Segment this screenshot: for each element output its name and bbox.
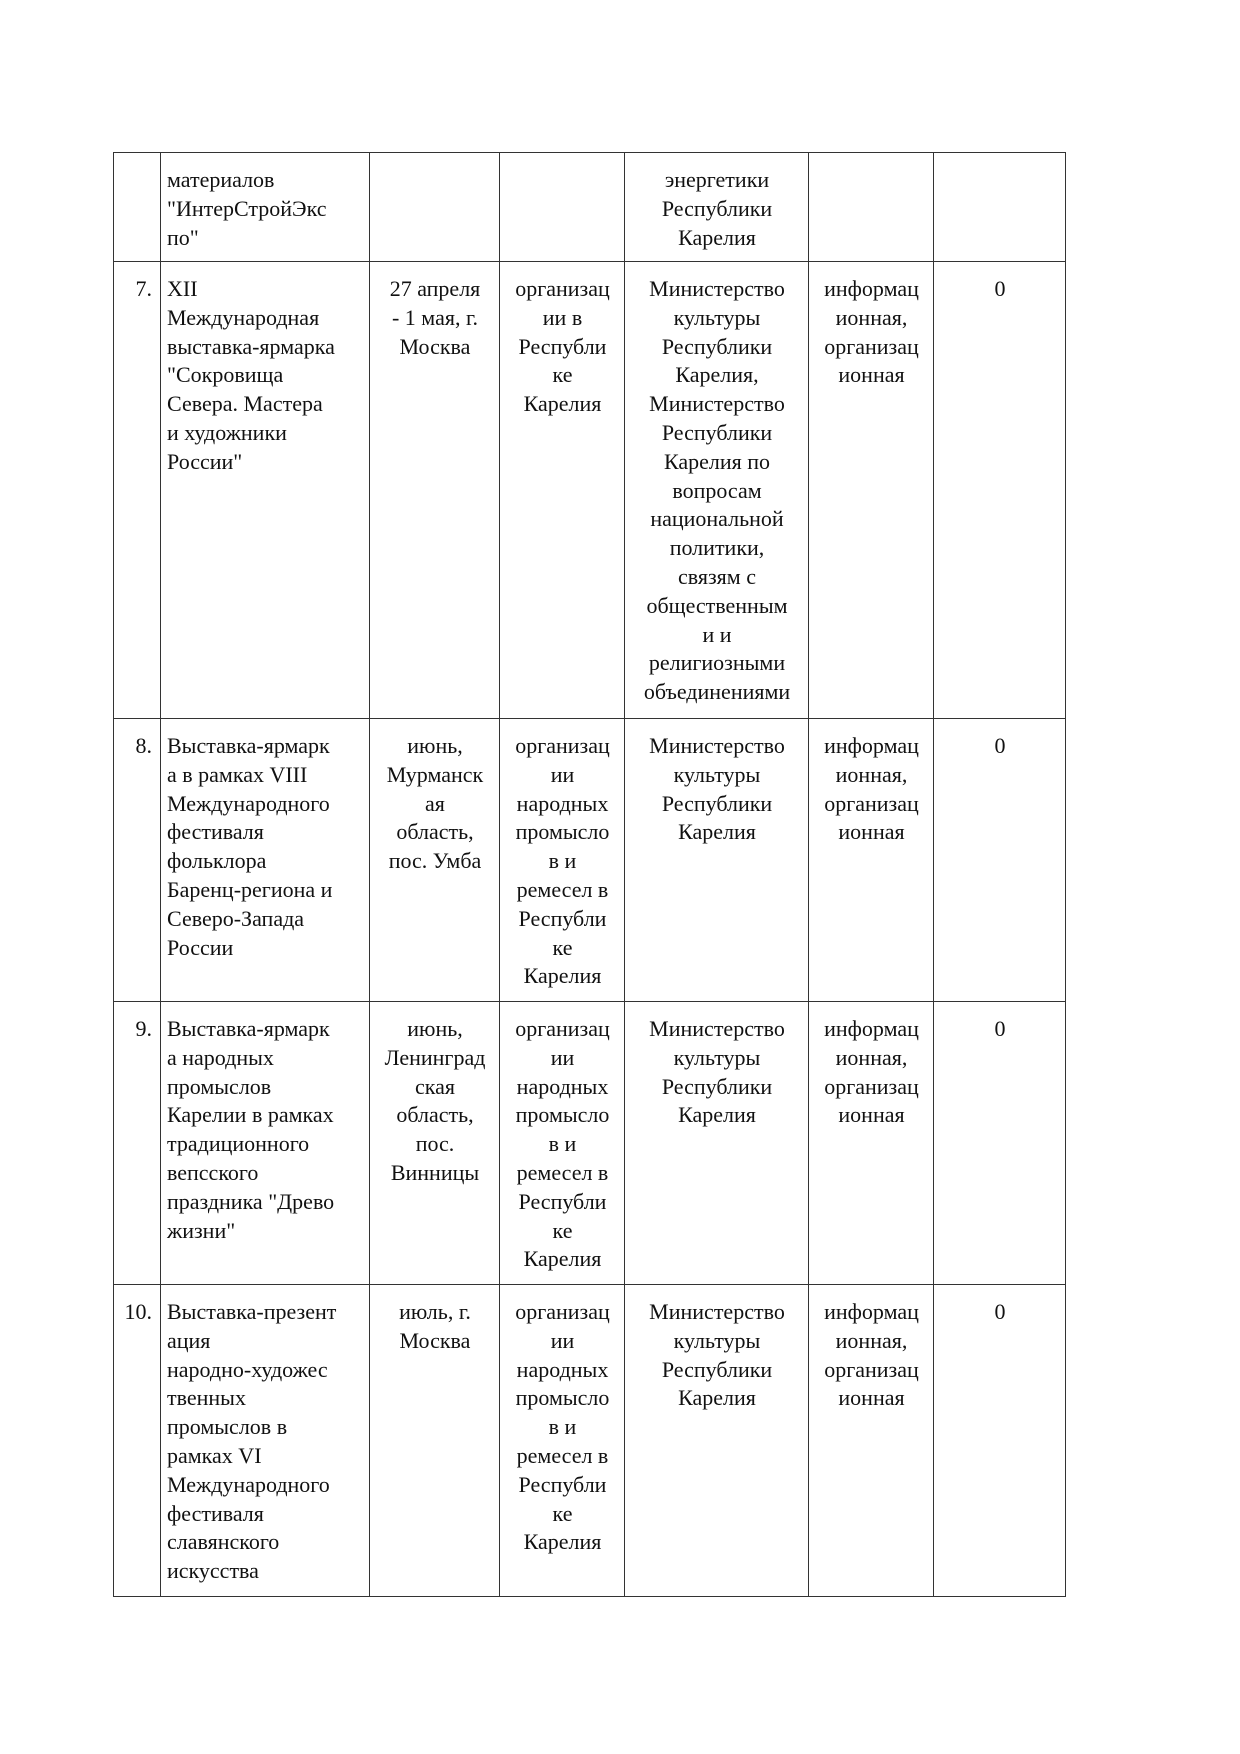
funding: 0 bbox=[994, 1016, 1006, 1041]
support-type-line: ионная, bbox=[835, 304, 908, 330]
participants-line: Карелия bbox=[523, 1246, 602, 1272]
event-name-line: "ИнтерСтройЭкс bbox=[167, 195, 327, 221]
organizer-line: Карелия bbox=[678, 224, 756, 250]
organizer-line: культуры bbox=[673, 1044, 761, 1070]
participants-line: в и bbox=[548, 1414, 577, 1440]
participants-line: ии bbox=[550, 1327, 575, 1353]
organizer-line: Министерство bbox=[649, 391, 785, 417]
event-name-line: фольклора bbox=[167, 848, 267, 874]
participants-line: промысло bbox=[515, 1385, 610, 1411]
support-type-line: организац bbox=[824, 790, 919, 816]
support-type-line: ионная bbox=[838, 1385, 905, 1411]
row-number-cell bbox=[114, 1285, 161, 1597]
event-name-line: фестиваля bbox=[167, 1500, 264, 1526]
participants-cell bbox=[500, 153, 625, 262]
event-name-line: "Сокровища bbox=[167, 362, 284, 388]
participants-cell bbox=[500, 1285, 625, 1597]
row-number-cell bbox=[114, 719, 161, 1002]
event-name-line: вепсского bbox=[167, 1159, 259, 1185]
table-body bbox=[114, 153, 1066, 1597]
organizer-line: Карелия, bbox=[675, 362, 759, 388]
organizer-line: Министерство bbox=[649, 1016, 785, 1041]
support-type-line: информац bbox=[824, 276, 919, 301]
participants-line: Карелия bbox=[523, 1529, 602, 1555]
funding-cell bbox=[934, 1285, 1066, 1597]
organizer-line: Республики bbox=[661, 195, 773, 221]
event-name-line: Северо-Запада bbox=[167, 905, 305, 931]
event-name-line: России bbox=[167, 934, 234, 960]
participants-line: в и bbox=[548, 1131, 577, 1157]
participants-line: ии bbox=[550, 1044, 575, 1070]
participants-line: Республи bbox=[518, 1188, 607, 1214]
event-name-line: ация bbox=[167, 1327, 211, 1353]
date-place-line: пос. Умба bbox=[388, 848, 482, 874]
organizer-line: Республики bbox=[661, 333, 773, 359]
event-name-line: а народных bbox=[167, 1044, 274, 1070]
organizer-line: объединениями bbox=[643, 679, 791, 705]
participants-line: Карелия bbox=[523, 391, 602, 417]
support-type-line: ионная, bbox=[835, 1327, 908, 1353]
row-number: 9. bbox=[135, 1016, 152, 1041]
date-place-cell bbox=[370, 719, 500, 1002]
date-place-line: ая bbox=[425, 790, 445, 816]
event-name-line: традиционного bbox=[167, 1131, 310, 1157]
participants-line: организац bbox=[515, 1299, 610, 1324]
support-type-line: информац bbox=[824, 1016, 919, 1041]
participants-line: ремесел в bbox=[516, 1159, 609, 1185]
funding: 0 bbox=[994, 1299, 1006, 1324]
participants-line: ке bbox=[552, 1500, 573, 1526]
event-name-line: твенных bbox=[167, 1385, 246, 1411]
participants-cell bbox=[500, 1002, 625, 1285]
date-place-line: июнь, bbox=[407, 1016, 463, 1041]
event-name-cell bbox=[161, 1285, 370, 1597]
event-name-line: Выставка-ярмарк bbox=[167, 1016, 330, 1041]
organizer-cell bbox=[625, 1002, 809, 1285]
row-number: 10. bbox=[124, 1299, 152, 1324]
participants-line: народных bbox=[516, 790, 609, 816]
organizer-line: Карелия bbox=[678, 819, 756, 845]
funding-cell bbox=[934, 153, 1066, 262]
participants-line: ке bbox=[552, 362, 573, 388]
date-place-line: Ленинград bbox=[384, 1044, 486, 1070]
event-name-line: Баренц-региона и bbox=[167, 876, 333, 902]
organizer-cell bbox=[625, 719, 809, 1002]
event-name-line: промыслов bbox=[167, 1073, 272, 1099]
table-row bbox=[114, 1002, 1066, 1285]
event-name-line: XII bbox=[167, 276, 198, 301]
event-name-line: материалов bbox=[167, 167, 275, 192]
support-type-line: информац bbox=[824, 1299, 919, 1324]
organizer-cell bbox=[625, 1285, 809, 1597]
event-name-line: по" bbox=[167, 224, 199, 250]
table-row bbox=[114, 153, 1066, 262]
event-name-cell bbox=[161, 262, 370, 719]
participants-line: Республи bbox=[518, 333, 607, 359]
organizer-line: Министерство bbox=[649, 1299, 785, 1324]
support-type-line: ионная, bbox=[835, 761, 908, 787]
organizer-line: культуры bbox=[673, 761, 761, 787]
event-name-line: Международного bbox=[167, 790, 330, 816]
organizer-line: религиозными bbox=[648, 650, 786, 676]
date-place-line: 27 апреля bbox=[389, 276, 481, 301]
participants-line: народных bbox=[516, 1073, 609, 1099]
date-place-line: Москва bbox=[399, 333, 471, 359]
support-type-line: организац bbox=[824, 333, 919, 359]
support-type-cell bbox=[809, 1285, 934, 1597]
support-type-line: ионная, bbox=[835, 1044, 908, 1070]
event-name-line: России" bbox=[167, 448, 243, 474]
date-place-line: июль, г. bbox=[399, 1299, 471, 1324]
organizer-line: Министерство bbox=[649, 276, 785, 301]
event-name-line: народно-художес bbox=[167, 1356, 328, 1382]
participants-line: ремесел в bbox=[516, 876, 609, 902]
date-place-line: Винницы bbox=[390, 1159, 480, 1185]
row-number-cell bbox=[114, 1002, 161, 1285]
participants-line: организац bbox=[515, 733, 610, 758]
organizer-line: Республики bbox=[661, 1356, 773, 1382]
organizer-line: национальной bbox=[650, 506, 784, 532]
participants-line: ии в bbox=[542, 304, 583, 330]
date-place-line: пос. bbox=[415, 1131, 455, 1157]
participants-line: Республи bbox=[518, 905, 607, 931]
funding-cell bbox=[934, 1002, 1066, 1285]
support-type-cell bbox=[809, 262, 934, 719]
support-type-cell bbox=[809, 719, 934, 1002]
date-place-line: область, bbox=[396, 1102, 474, 1128]
date-place-cell bbox=[370, 262, 500, 719]
event-name-line: рамках VI bbox=[167, 1442, 262, 1468]
date-place-line: область, bbox=[396, 819, 474, 845]
organizer-cell bbox=[625, 262, 809, 719]
date-place-cell bbox=[370, 1285, 500, 1597]
row-number: 7. bbox=[135, 276, 152, 301]
event-name-cell bbox=[161, 719, 370, 1002]
support-type-line: ионная bbox=[838, 819, 905, 845]
funding: 0 bbox=[994, 276, 1006, 301]
table-row bbox=[114, 262, 1066, 719]
participants-line: ремесел в bbox=[516, 1442, 609, 1468]
event-name-line: выставка-ярмарка bbox=[167, 333, 335, 359]
date-place-cell bbox=[370, 153, 500, 262]
funding-cell bbox=[934, 719, 1066, 1002]
support-type-line: ионная bbox=[838, 1102, 905, 1128]
funding: 0 bbox=[994, 733, 1006, 758]
organizer-cell bbox=[625, 153, 809, 262]
table-row bbox=[114, 1285, 1066, 1597]
date-place-line: Москва bbox=[399, 1327, 471, 1353]
date-place-line: июнь, bbox=[407, 733, 463, 758]
participants-line: ке bbox=[552, 934, 573, 960]
participants-line: организац bbox=[515, 276, 610, 301]
organizer-line: Республики bbox=[661, 419, 773, 445]
event-name-line: Выставка-презент bbox=[167, 1299, 337, 1324]
date-place-line: - 1 мая, г. bbox=[391, 304, 479, 330]
date-place-cell bbox=[370, 1002, 500, 1285]
event-name-line: фестиваля bbox=[167, 819, 264, 845]
event-name-line: Выставка-ярмарк bbox=[167, 733, 330, 758]
organizer-line: политики, bbox=[669, 535, 765, 561]
event-name-line: а в рамках VIII bbox=[167, 761, 308, 787]
organizer-line: Карелия bbox=[678, 1385, 756, 1411]
participants-line: ии bbox=[550, 761, 575, 787]
organizer-line: вопросам bbox=[672, 477, 762, 503]
participants-line: промысло bbox=[515, 1102, 610, 1128]
participants-line: ке bbox=[552, 1217, 573, 1243]
row-number-cell bbox=[114, 153, 161, 262]
row-number-cell bbox=[114, 262, 161, 719]
participants-line: Республи bbox=[518, 1471, 607, 1497]
event-name-line: славянского bbox=[167, 1529, 280, 1555]
participants-cell bbox=[500, 719, 625, 1002]
event-name-line: Международная bbox=[167, 304, 320, 330]
event-name-line: искусства bbox=[167, 1558, 259, 1584]
event-name-cell bbox=[161, 1002, 370, 1285]
organizer-line: энергетики bbox=[664, 167, 770, 192]
event-name-cell bbox=[161, 153, 370, 262]
participants-line: организац bbox=[515, 1016, 610, 1041]
organizer-line: и и bbox=[702, 621, 732, 647]
organizer-line: Республики bbox=[661, 1073, 773, 1099]
organizer-line: Карелия по bbox=[663, 448, 771, 474]
events-table bbox=[113, 152, 1066, 1597]
organizer-line: связям с bbox=[678, 563, 756, 589]
event-name-line: Карелии в рамках bbox=[167, 1102, 334, 1128]
funding-cell bbox=[934, 262, 1066, 719]
participants-cell bbox=[500, 262, 625, 719]
date-place-line: Мурманск bbox=[386, 761, 484, 787]
event-name-line: и художники bbox=[167, 419, 287, 445]
support-type-line: информац bbox=[824, 733, 919, 758]
event-name-line: Севера. Мастера bbox=[167, 391, 323, 417]
support-type-cell bbox=[809, 153, 934, 262]
organizer-line: Республики bbox=[661, 790, 773, 816]
participants-line: Карелия bbox=[523, 963, 602, 989]
organizer-line: Карелия bbox=[678, 1102, 756, 1128]
organizer-line: Министерство bbox=[649, 733, 785, 758]
table-row bbox=[114, 719, 1066, 1002]
participants-line: народных bbox=[516, 1356, 609, 1382]
support-type-line: организац bbox=[824, 1073, 919, 1099]
date-place-line: ская bbox=[414, 1073, 455, 1099]
support-type-cell bbox=[809, 1002, 934, 1285]
support-type-line: организац bbox=[824, 1356, 919, 1382]
support-type-line: ионная bbox=[838, 362, 905, 388]
participants-line: в и bbox=[548, 848, 577, 874]
event-name-line: Международного bbox=[167, 1471, 330, 1497]
event-name-line: праздника "Древо bbox=[167, 1188, 335, 1214]
organizer-line: культуры bbox=[673, 1327, 761, 1353]
organizer-line: культуры bbox=[673, 304, 761, 330]
participants-line: промысло bbox=[515, 819, 610, 845]
row-number: 8. bbox=[135, 733, 152, 758]
event-name-line: жизни" bbox=[167, 1217, 236, 1243]
event-name-line: промыслов в bbox=[167, 1414, 288, 1440]
organizer-line: общественным bbox=[646, 592, 788, 618]
